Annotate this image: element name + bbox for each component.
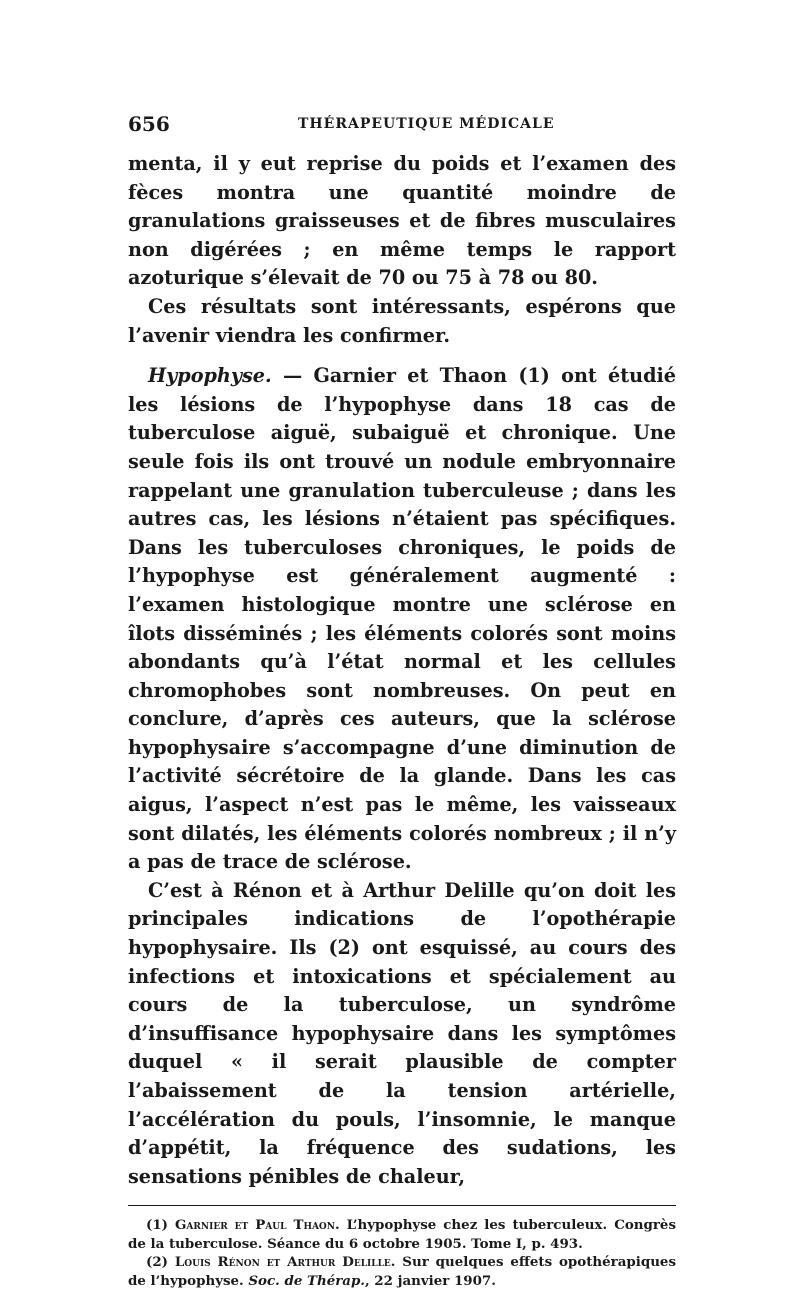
paragraph-continuation: menta, il y eut reprise du poids et l’examen des fèces montra une quantité moindre de granulations graisseuses et de fibres musculaires non digérées ; en même temps le rapport azoturique s’élevait de 70 ou 75 à 78 ou 80. <box>128 152 676 290</box>
footnote-2 <box>128 1253 676 1290</box>
section-lead-hypophyse: Hypophyse. <box>148 364 272 388</box>
running-title: THÉRAPEUTIQUE MÉDICALE <box>298 116 555 132</box>
paragraph-hypophyse <box>128 362 676 877</box>
footnote-rule <box>128 1205 676 1206</box>
footnote-2-authors: Louis Rénon et Arthur Delille. <box>174 1254 396 1271</box>
footnotes <box>128 1216 676 1290</box>
book-page <box>128 112 676 1290</box>
paragraph-hypophyse-text: — Garnier et Thaon (1) ont étudié les lésions de l’hypophyse dans 18 cas de tuberculose aiguë, subaiguë et chronique. Une seule fois ils ont trouvé un nodule embryonnaire rappelant une granulation tuberculeuse ; dans les autres cas, les lésions n’étaient pas spécifiques. Dans les tuberculoses chroniques, le poids de l’hypophyse est généralement augmenté : l’examen histologique montre une sclérose en îlots disséminés ; les éléments colorés sont moins abondants qu’à l’état normal et les cellules chromophobes sont nombreuses. On peut en conclure, d’après ces auteurs, que la sclérose hypophysaire s’accompagne d’une diminution de l’activité sécrétoire de la glande. Dans les cas aigus, l’aspect n’est pas le même, les vaisseaux sont dilatés, les éléments colorés nombreux ; il n’y a pas de trace de sclérose. <box>128 364 676 874</box>
footnote-1 <box>128 1216 676 1253</box>
footnote-2-marker: (2) <box>146 1254 175 1271</box>
footnote-1-authors: Garnier et Paul Thaon. <box>175 1217 340 1234</box>
footnote-1-text: L’hypophyse chez les tuberculeux. Congrès de la tuberculose. Séance du 6 octobre 1905. Tome I, p. 493. <box>128 1217 676 1252</box>
footnote-2-text-after: , 22 janvier 1907. <box>364 1272 496 1289</box>
running-head <box>128 112 676 140</box>
footnote-2-journal: Soc. de Thérap. <box>248 1272 365 1289</box>
page-number: 656 <box>128 112 170 136</box>
paragraph-results: Ces résultats sont intéressants, espérons que l’avenir viendra les confirmer. <box>128 294 676 347</box>
footnote-2-text-before: Sur quelques effets opothérapiques de l’hypophyse. <box>128 1254 676 1289</box>
footnote-1-marker: (1) <box>146 1217 175 1234</box>
body-text <box>128 150 676 1191</box>
paragraph-renon-delille: C’est à Rénon et à Arthur Delille qu’on doit les principales indications de l’opothérapie hypophysaire. Ils (2) ont esquissé, au cours des infections et intoxications et spécialement au cours de la tuberculose, un syndrôme d’insuffisance hypophysaire dans les symptômes duquel « il serait plausible de compter l’abaissement de la tension artérielle, l’accélération du pouls, l’insomnie, le manque d’appétit, la fréquence des sudations, les sensations pénibles de chaleur, <box>128 878 676 1188</box>
